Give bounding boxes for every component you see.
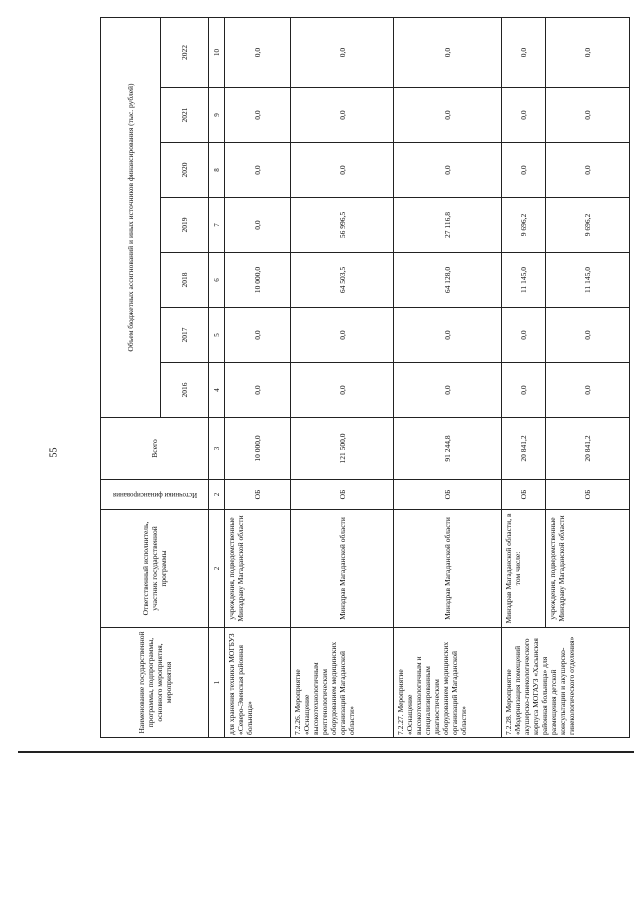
row-value: 9 696,2 <box>502 198 545 253</box>
row-source: ОБ <box>502 480 545 510</box>
budget-table-frame <box>100 18 630 738</box>
column-index: 2 <box>209 480 225 510</box>
row-value: 0,0 <box>393 143 501 198</box>
row-value: 0,0 <box>225 363 291 418</box>
row-value: 0,0 <box>393 17 501 87</box>
row-value: 0,0 <box>545 143 629 198</box>
row-source: ОБ <box>545 480 629 510</box>
row-value: 0,0 <box>502 363 545 418</box>
header-name: Наименование государственной программы, подпрограммы, основного мероприятия, мероприятия <box>101 628 209 738</box>
row-value: 0,0 <box>545 363 629 418</box>
row-value: 0,0 <box>291 363 393 418</box>
header-source: Источники финансирования <box>101 480 209 510</box>
row-value: 0,0 <box>502 308 545 363</box>
table-row <box>393 17 501 737</box>
row-name: 7.2.27. Мероприятие «Оснащение высокотехнологичным и специализированным диагностическим оборудованием медицинских организаций Магаданской области» <box>393 628 501 738</box>
row-value: 0,0 <box>502 143 545 198</box>
header-executor: Ответственный исполнитель, участник государственной программы <box>101 510 209 628</box>
row-value: 0,0 <box>291 308 393 363</box>
row-source: ОБ <box>393 480 501 510</box>
row-executor: Минздрав Магаданской области <box>393 510 501 628</box>
row-value: 10 000,0 <box>225 253 291 308</box>
row-name: 7.2.26. Мероприятие «Оснащение высокотехнологичным рентгенологическим оборудованием медицинских организаций Магаданской области» <box>291 628 393 738</box>
column-index: 9 <box>209 88 225 143</box>
header-year: 2022 <box>161 17 209 87</box>
row-value: 0,0 <box>393 88 501 143</box>
column-index: 7 <box>209 198 225 253</box>
header-year: 2018 <box>161 253 209 308</box>
row-value: 0,0 <box>393 363 501 418</box>
row-value: 0,0 <box>225 143 291 198</box>
row-value: 64 503,5 <box>291 253 393 308</box>
row-value: 64 128,0 <box>393 253 501 308</box>
header-year: 2021 <box>161 88 209 143</box>
row-value: 0,0 <box>291 17 393 87</box>
budget-table <box>100 17 630 738</box>
column-index: 1 <box>209 628 225 738</box>
column-index: 5 <box>209 308 225 363</box>
row-executor: учреждения, подведомственные Минздраву Магаданской области <box>225 510 291 628</box>
row-value: 0,0 <box>291 143 393 198</box>
header-year: 2019 <box>161 198 209 253</box>
row-source: ОБ <box>291 480 393 510</box>
row-executor-sub: учреждения, подведомственные Минздраву Магаданской области <box>545 510 629 628</box>
header-year: 2017 <box>161 308 209 363</box>
row-value: 0,0 <box>393 308 501 363</box>
row-value: 0,0 <box>545 17 629 87</box>
row-name: 7.2.28. Мероприятие «Модернизация помещений акушерско-гинекологического корпуса МОГАУЗ «Хасынская районная больница» для размещения детской консультации и акушерско-гинекологического отделения» <box>502 628 630 738</box>
table-row <box>502 17 545 737</box>
row-name: для хранения техники МОГБУЗ «Северо-Эвенская районная больница» <box>225 628 291 738</box>
row-value: 0,0 <box>502 88 545 143</box>
header-volume: Объем бюджетных ассигнований и иных источников финансирования (тыс. рублей) <box>101 17 161 417</box>
row-value: 9 696,2 <box>545 198 629 253</box>
row-value: 0,0 <box>225 198 291 253</box>
header-year: 2020 <box>161 143 209 198</box>
header-year: 2016 <box>161 363 209 418</box>
header-total: Всего <box>101 418 209 480</box>
row-value: 0,0 <box>225 17 291 87</box>
row-value: 0,0 <box>502 17 545 87</box>
table-row <box>291 17 393 737</box>
row-value: 0,0 <box>225 88 291 143</box>
page-number: 55 <box>48 447 60 458</box>
row-value: 56 996,5 <box>291 198 393 253</box>
row-value: 0,0 <box>545 308 629 363</box>
column-index: 8 <box>209 143 225 198</box>
row-executor: Минздрав Магаданской области, в том числе: <box>502 510 545 628</box>
column-index: 4 <box>209 363 225 418</box>
table-row <box>225 17 291 737</box>
column-index: 3 <box>209 418 225 480</box>
row-value: 0,0 <box>225 308 291 363</box>
row-value: 0,0 <box>291 88 393 143</box>
row-value: 0,0 <box>545 88 629 143</box>
row-total: 91 244,8 <box>393 418 501 480</box>
row-value: 11 145,0 <box>545 253 629 308</box>
page-divider <box>18 751 634 753</box>
column-index: 10 <box>209 17 225 87</box>
row-total: 10 000,0 <box>225 418 291 480</box>
row-source: ОБ <box>225 480 291 510</box>
row-total: 121 500,0 <box>291 418 393 480</box>
row-executor: Минздрав Магаданской области <box>291 510 393 628</box>
row-value: 11 145,0 <box>502 253 545 308</box>
column-index: 2 <box>209 510 225 628</box>
column-index: 6 <box>209 253 225 308</box>
row-total: 20 841,2 <box>502 418 545 480</box>
row-value: 27 116,8 <box>393 198 501 253</box>
row-total: 20 841,2 <box>545 418 629 480</box>
